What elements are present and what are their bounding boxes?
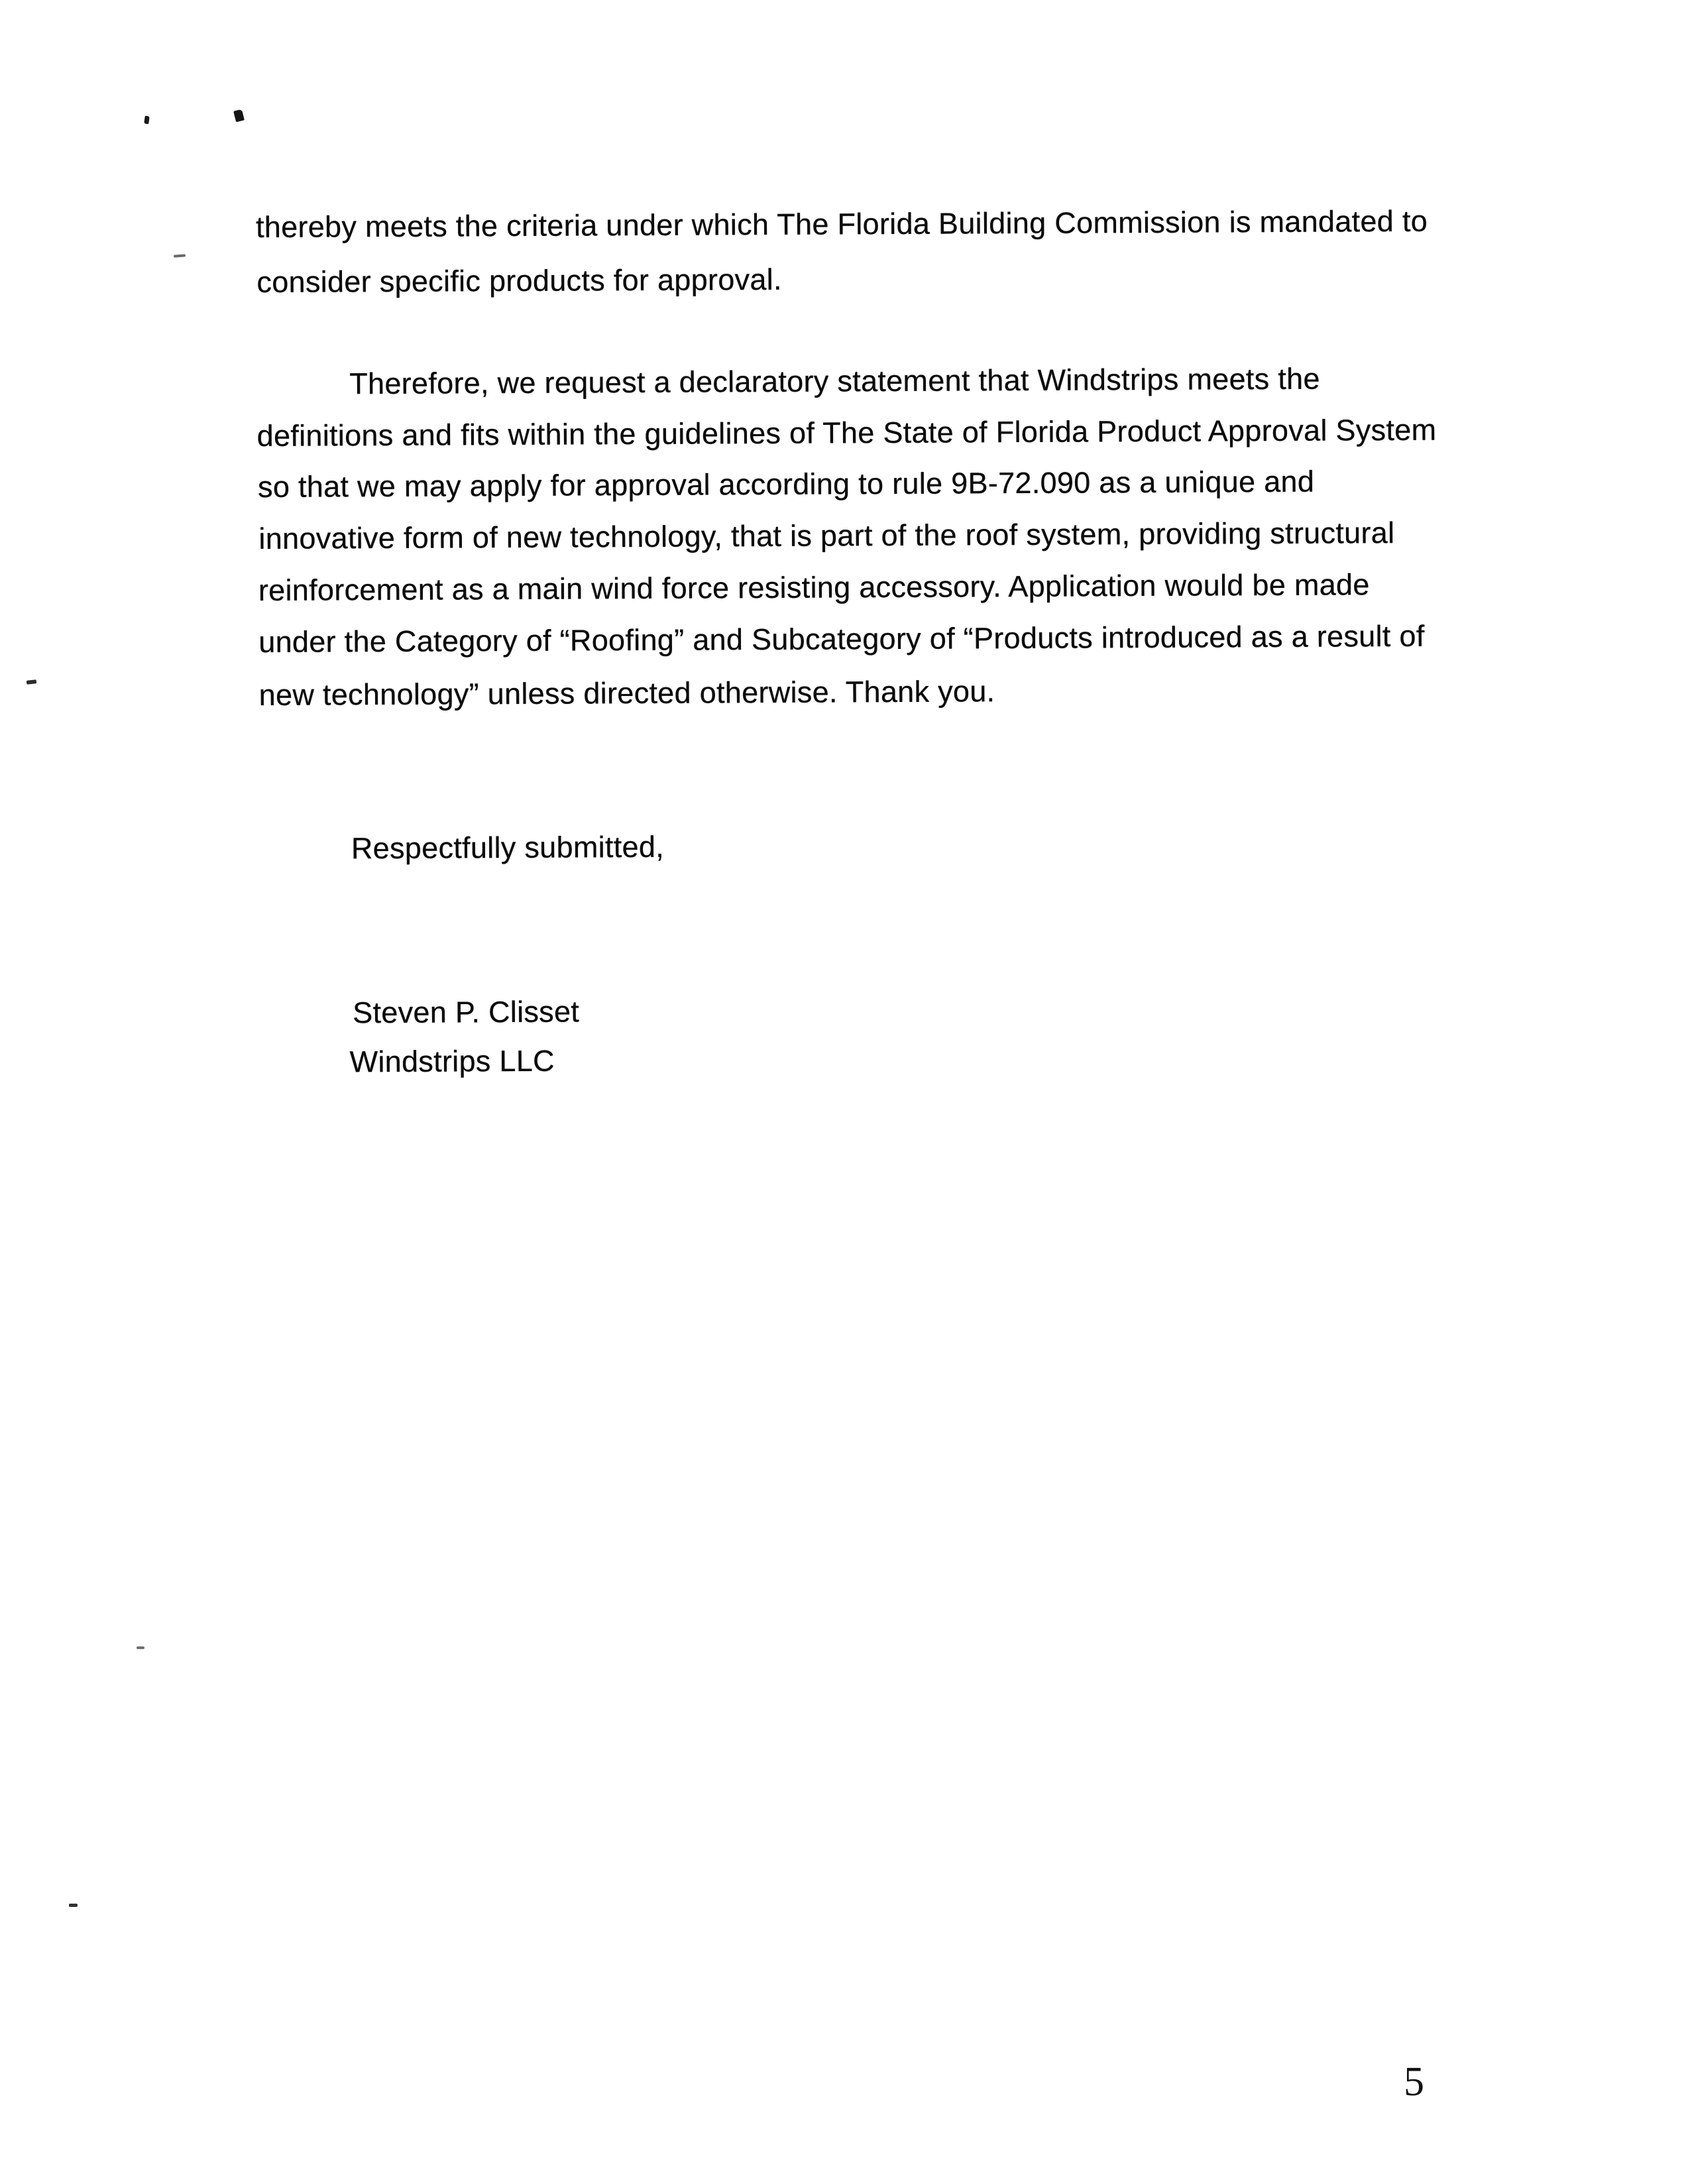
signer-name: Steven P. Clisset [353,994,580,1030]
scan-artifact [137,1646,144,1649]
paragraph1-line1: thereby meets the criteria under which The Florida Building Commission is mandated to [255,203,1428,245]
paragraph2-line2: definitions and fits within the guidelines of The State of Florida Product Approval System [256,412,1437,453]
paragraph2-line4: innovative form of new technology, that is part of the roof system, providing structural [258,516,1395,556]
paragraph1-line2: consider specific products for approval. [256,262,782,300]
paragraph2-line3: so that we may apply for approval according to rule 9B-72.090 as a unique and [257,464,1315,504]
page-number: 5 [1404,2059,1424,2104]
paragraph2-line6: under the Category of “Roofing” and Subcategory of “Products introduced as a result of [258,618,1425,660]
scan-artifact [69,1904,78,1907]
closing-salutation: Respectfully submitted, [351,829,665,866]
paragraph2-line7: new technology” unless directed otherwise. Thank you. [258,674,995,713]
paragraph2-line1: Therefore, we request a declaratory statement that Windstrips meets the [349,361,1320,401]
signer-company: Windstrips LLC [349,1043,555,1079]
paragraph2-line5: reinforcement as a main wind force resisting accessory. Application would be made [258,567,1370,608]
